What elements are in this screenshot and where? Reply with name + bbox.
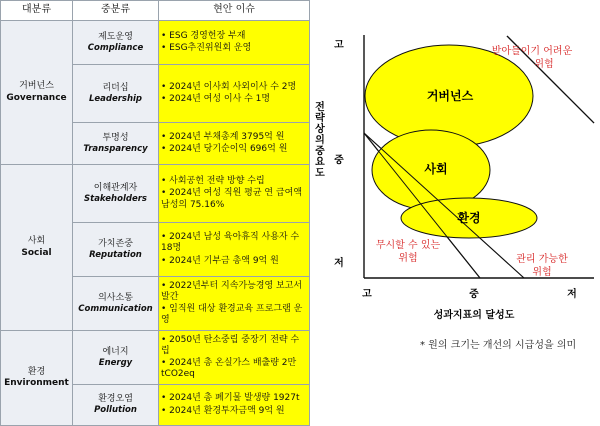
category-en: Environment — [4, 378, 69, 388]
table-row — [1, 21, 310, 65]
category-en: Social — [21, 247, 52, 258]
bubble-label-social: 사회 — [424, 162, 448, 176]
issue-cell — [159, 223, 310, 277]
issue-cell — [159, 123, 310, 165]
issue-cell — [159, 385, 310, 426]
sub-category — [73, 277, 159, 331]
sub-category-ko: 투명성 — [102, 132, 129, 143]
sub-category — [73, 165, 159, 223]
sub-category-en: Transparency — [83, 143, 148, 154]
issue-cell — [159, 21, 310, 65]
sub-category — [73, 385, 159, 426]
issue-item: • 2024년 총 폐기물 발생량 1927t — [161, 393, 300, 404]
category-ko: 환경 — [27, 366, 46, 377]
sub-category-ko: 에너지 — [102, 346, 129, 357]
bubble-label-governance: 거버넌스 — [426, 89, 474, 103]
sub-category-ko: 이해관계자 — [93, 182, 138, 193]
table-row — [1, 331, 310, 385]
sub-category-en: Reputation — [89, 249, 142, 260]
sub-category-ko: 환경오염 — [98, 394, 133, 405]
header-major-category: 대분류 — [1, 1, 73, 21]
sub-category-en: Pollution — [94, 405, 137, 416]
sub-category — [73, 223, 159, 277]
category-environment — [1, 331, 73, 426]
zone-manageable-line1: 관리 가능한 — [516, 254, 568, 265]
table-row — [1, 165, 310, 223]
issue-item: • 2024년 당기순이익 696억 원 — [161, 144, 288, 154]
category-governance — [1, 21, 73, 165]
header-current-issues: 현안 이슈 — [159, 1, 310, 21]
x-tick-high: 고 — [362, 289, 372, 300]
issue-item: • 2024년 기부금 총액 9억 원 — [161, 255, 279, 266]
issue-cell — [159, 331, 310, 385]
sub-category-ko: 리더십 — [102, 82, 129, 93]
zone-unacceptable-line2: 위험 — [534, 59, 554, 70]
sub-category — [73, 331, 159, 385]
category-ko: 사회 — [27, 236, 46, 247]
sub-category-en: Compliance — [87, 42, 144, 53]
sub-category — [73, 65, 159, 123]
issue-item: • 2024년 총 온실가스 배출량 2만tCO2eq — [161, 358, 297, 380]
issue-item: • 2024년 이사회 사외이사 수 2명 — [161, 81, 297, 92]
issue-cell — [159, 65, 310, 123]
x-tick-low: 저 — [567, 289, 577, 300]
y-tick-mid: 중 — [334, 155, 344, 166]
bubble-label-environment: 환경 — [457, 211, 481, 225]
category-ko: 거버넌스 — [19, 81, 54, 92]
header-sub-category: 중분류 — [73, 1, 159, 21]
sub-category-ko: 가치존중 — [98, 238, 133, 249]
y-tick-high: 고 — [334, 40, 344, 51]
issue-item: • 2024년 여성 직원 평균 연 급여액 남성의 75.16% — [161, 188, 303, 210]
sub-category-en: Stakeholders — [84, 193, 147, 204]
issue-cell — [159, 277, 310, 331]
sub-category — [73, 21, 159, 65]
issue-item: • 2024년 여성 이사 수 1명 — [161, 94, 271, 104]
issue-item: • ESG추진위원회 운영 — [161, 43, 252, 53]
sub-category-en: Communication — [78, 303, 153, 314]
y-axis-title: 전략상의중요도 — [312, 101, 324, 178]
issue-item: • 2024년 남성 육아휴직 사용자 수 18명 — [161, 232, 300, 254]
issue-item: • 2024년 환경투자금액 9억 원 — [161, 405, 285, 416]
zone-negligible-line1: 무시할 수 있는 — [375, 240, 441, 251]
zone-negligible-line2: 위험 — [398, 253, 418, 264]
y-tick-low: 저 — [334, 258, 344, 269]
sub-category — [73, 123, 159, 165]
sub-category-en: Energy — [98, 357, 133, 368]
issue-item: • 2022년부터 지속가능경영 보고서 발간 — [161, 280, 303, 302]
sub-category-en: Leadership — [88, 93, 143, 104]
category-en: Governance — [6, 92, 67, 103]
issue-item: • 2024년 부채총계 3795억 원 — [161, 131, 285, 142]
risk-matrix — [312, 0, 600, 330]
x-axis-title: 성과지표의 달성도 — [433, 310, 515, 321]
category-social — [1, 165, 73, 331]
issue-item: • 임직원 대상 환경교육 프로그램 운영 — [161, 304, 303, 326]
issue-item: • 사회공헌 전략 방향 수립 — [161, 176, 265, 187]
x-tick-mid: 중 — [469, 289, 479, 300]
zone-unacceptable-line1: 받아들이기 어려운 — [491, 46, 573, 57]
sub-category-ko: 의사소통 — [98, 292, 133, 303]
issue-item: • ESG 경영헌장 부재 — [161, 30, 246, 41]
table-header-row — [1, 1, 310, 21]
zone-manageable-line2: 위험 — [532, 267, 552, 278]
sub-category-ko: 제도운영 — [98, 31, 133, 42]
issue-cell — [159, 165, 310, 223]
bubble-size-note: * 원의 크기는 개선의 시급성을 의미 — [420, 340, 577, 351]
issue-item: • 2050년 탄소중립 중장기 전략 수립 — [161, 334, 300, 356]
